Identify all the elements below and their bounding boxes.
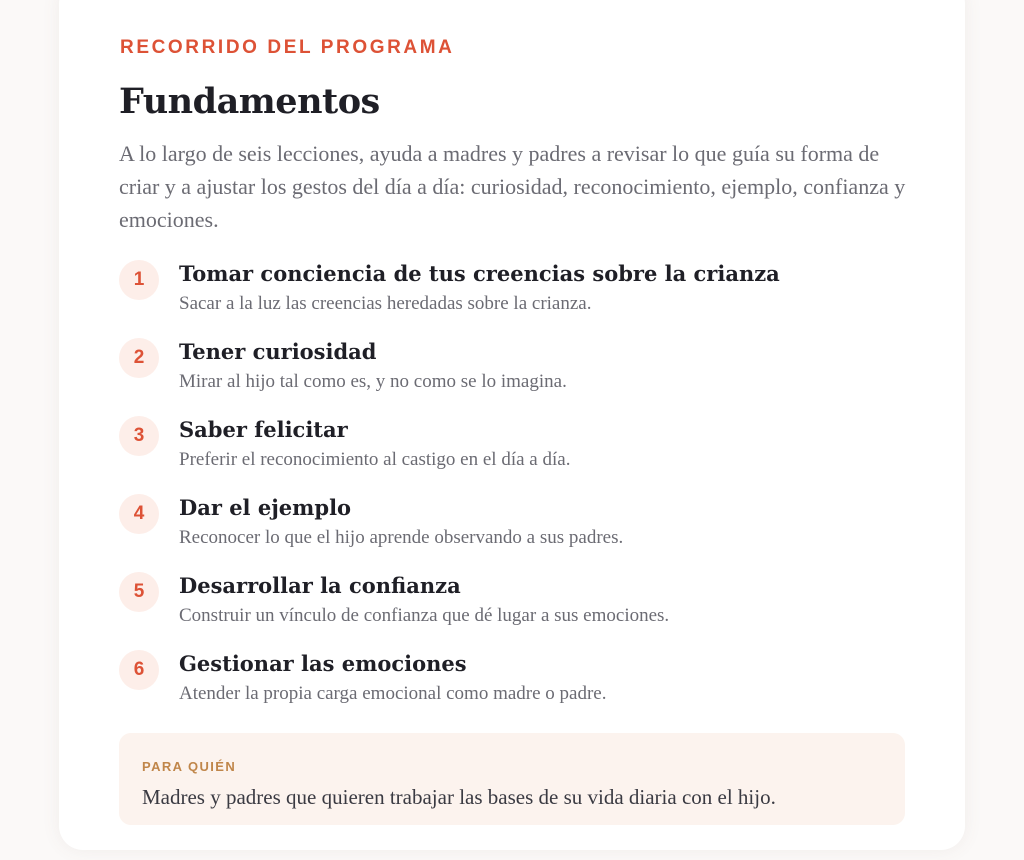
- lesson-description: Sacar a la luz las creencias heredadas sobre la crianza.: [179, 293, 592, 314]
- lesson-item-4: [119, 492, 919, 570]
- lesson-description: Preferir el reconocimiento al castigo en el día a día.: [179, 449, 571, 470]
- lesson-number-badge: 1: [119, 260, 159, 300]
- lesson-title: Gestionar las emociones: [179, 651, 467, 676]
- lesson-number-badge: 4: [119, 494, 159, 534]
- lesson-number-badge: 6: [119, 650, 159, 690]
- lesson-description: Reconocer lo que el hijo aprende observando a sus padres.: [179, 527, 624, 548]
- lesson-title: Desarrollar la confianza: [179, 573, 461, 598]
- audience-text: Madres y padres que quieren trabajar las bases de su vida diaria con el hijo.: [142, 785, 776, 809]
- lesson-title: Saber felicitar: [179, 417, 348, 442]
- section-eyebrow: RECORRIDO DEL PROGRAMA: [120, 37, 455, 58]
- lesson-item-5: [119, 570, 919, 648]
- program-intro: A lo largo de seis lecciones, ayuda a madres y padres a revisar lo que guía su forma de criar y a ajustar los gestos del día a día: curiosidad, reconocimiento, ejemplo, confianza y emociones.: [119, 141, 906, 232]
- lesson-item-3: [119, 414, 919, 492]
- lesson-title: Tener curiosidad: [179, 339, 377, 364]
- lesson-number-badge: 5: [119, 572, 159, 612]
- lesson-item-6: [119, 648, 919, 726]
- page-title: Fundamentos: [119, 81, 380, 122]
- lesson-item-1: [119, 258, 919, 336]
- lesson-description: Construir un vínculo de confianza que dé lugar a sus emociones.: [179, 605, 670, 626]
- lesson-list: [119, 258, 919, 726]
- lesson-number-badge: 3: [119, 416, 159, 456]
- lesson-number-badge: 2: [119, 338, 159, 378]
- lesson-title: Tomar conciencia de tus creencias sobre la crianza: [179, 261, 780, 286]
- audience-callout: [119, 733, 905, 825]
- lesson-description: Atender la propia carga emocional como madre o padre.: [179, 683, 607, 704]
- audience-label: PARA QUIÉN: [142, 759, 237, 774]
- lesson-title: Dar el ejemplo: [179, 495, 352, 520]
- lesson-description: Mirar al hijo tal como es, y no como se lo imagina.: [179, 371, 567, 392]
- lesson-item-2: [119, 336, 919, 414]
